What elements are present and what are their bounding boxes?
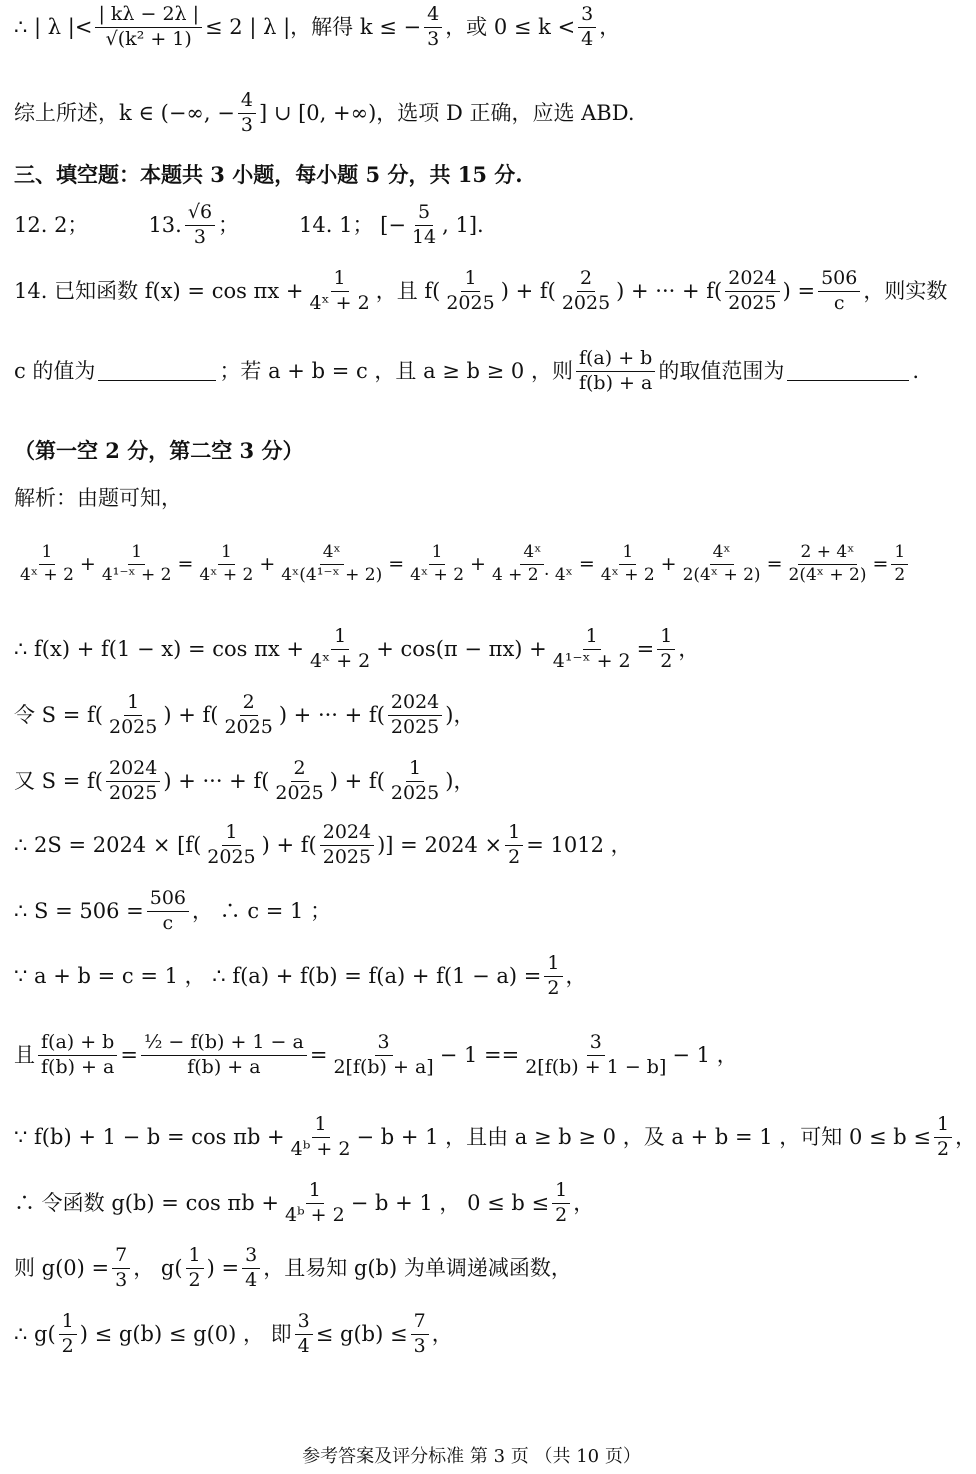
numerator: 1 <box>461 268 479 292</box>
text: ) = <box>206 1255 240 1280</box>
numerator: 1 <box>583 626 601 650</box>
equation-line-3 <box>14 692 931 739</box>
fraction <box>443 268 497 315</box>
numerator: 7 <box>112 1245 130 1269</box>
text: ， <box>431 1321 453 1346</box>
denominator: 2[f(b) + a] <box>333 1055 434 1078</box>
fraction <box>185 202 215 249</box>
numerator: 3 <box>587 1032 605 1056</box>
answer-13-label: 13. <box>148 212 182 237</box>
fraction <box>489 543 576 585</box>
fraction <box>106 692 160 739</box>
denominator: 2025 <box>275 781 324 804</box>
denominator: c <box>162 911 174 934</box>
fraction <box>288 1114 354 1161</box>
fraction <box>38 1032 117 1079</box>
solution-line-1 <box>14 4 931 51</box>
text: 且 <box>14 1042 35 1067</box>
text: ) + f( <box>500 278 556 303</box>
text: ) + f( <box>261 832 317 857</box>
answer-blank-1 <box>98 362 216 381</box>
denominator: 4ˣ + 2 <box>310 649 371 672</box>
denominator: 3 <box>193 225 206 248</box>
fraction <box>17 543 77 585</box>
equation-line-6 <box>14 888 931 935</box>
fraction <box>680 543 764 585</box>
numerator: 4ˣ <box>320 543 344 565</box>
text: − 1 ， <box>672 1042 738 1067</box>
text: ] ∪ [0, +∞)，选项 D 正确，应选 ABD. <box>258 100 635 125</box>
page-footer: 参考答案及评分标准 第 3 页 （共 10 页） <box>302 1446 641 1467</box>
text: 三、填空题：本题共 3 小题，每小题 5 分，共 15 分. <box>14 162 523 187</box>
text: , 1]. <box>442 212 484 237</box>
operator: = <box>766 552 783 575</box>
text: ， <box>565 963 587 988</box>
numerator: 1 <box>657 626 675 650</box>
fraction <box>278 543 385 585</box>
denominator: 14 <box>411 225 437 248</box>
denominator: 3 <box>240 113 253 136</box>
text: ) ≤ g(b) ≤ g(0) ， 即 <box>79 1321 292 1346</box>
operator: = <box>578 552 595 575</box>
fraction <box>282 1180 348 1227</box>
denominator: c <box>833 291 845 314</box>
fraction <box>388 692 442 739</box>
denominator: 4¹⁻ˣ + 2 <box>552 649 631 672</box>
fraction <box>147 888 189 935</box>
text: ) = <box>782 278 816 303</box>
numerator: 2024 <box>725 268 779 292</box>
equation-line-8 <box>14 1032 931 1079</box>
answer-12: 12. 2； <box>14 212 89 237</box>
text: − b + 1 ， 0 ≤ b ≤ <box>350 1190 550 1215</box>
text: 的取值范围为 <box>658 358 785 383</box>
operator: = <box>388 552 405 575</box>
fraction <box>598 543 658 585</box>
equation-line-9 <box>14 1113 976 1161</box>
operator: = <box>177 552 194 575</box>
denominator: 2(4ˣ + 2) <box>788 564 867 585</box>
numerator: 4 <box>424 4 442 28</box>
text: − 1 == <box>439 1042 520 1067</box>
denominator: f(b) + a <box>578 371 653 394</box>
denominator: 2025 <box>224 715 273 738</box>
denominator: 4ˣ + 2 <box>199 564 254 585</box>
text: )] = 2024 × <box>377 832 503 857</box>
problem-statement-line-1 <box>14 267 948 315</box>
denominator: √(k² + 1) <box>105 27 192 50</box>
denominator: 2 <box>936 1137 950 1160</box>
denominator: 2 <box>61 1334 74 1357</box>
fraction <box>424 4 442 51</box>
numerator: 1 <box>331 268 349 292</box>
denominator: 2025 <box>322 845 372 868</box>
numerator: 1 <box>59 1311 77 1335</box>
text: ，或 0 ≤ k < <box>445 14 576 39</box>
denominator: 3 <box>427 27 440 50</box>
text: ) + f( <box>163 702 219 727</box>
denominator: 2025 <box>728 291 777 314</box>
fraction <box>522 1032 669 1079</box>
text: ∴ g( <box>14 1321 56 1346</box>
numerator: 3 <box>242 1245 260 1269</box>
fraction <box>59 1311 77 1358</box>
numerator: 1 <box>124 692 142 716</box>
denominator: 2 <box>508 845 521 868</box>
fraction <box>204 822 258 869</box>
operator: + <box>79 552 96 575</box>
numerator: 1 <box>306 1180 324 1204</box>
numerator: 2 + 4ˣ <box>798 543 858 565</box>
fraction <box>238 90 256 137</box>
denominator: 4 <box>245 1268 258 1291</box>
denominator: 4 <box>581 27 594 50</box>
numerator: 1 <box>406 758 424 782</box>
text: ) + ··· + f( <box>278 702 385 727</box>
numerator: 4ˣ <box>520 543 544 565</box>
numerator: 3 <box>295 1311 313 1335</box>
scoring-note <box>14 438 931 463</box>
text: )， <box>445 768 475 793</box>
text: ， <box>678 636 700 661</box>
denominator: 2025 <box>561 291 611 314</box>
text: ，则实数 <box>863 278 948 303</box>
denominator: 2025 <box>390 715 440 738</box>
fraction <box>559 268 613 315</box>
fraction <box>552 1180 570 1227</box>
text: ∴ f(x) + f(1 − x) = cos πx + <box>14 636 305 661</box>
denominator: 2025 <box>207 845 256 868</box>
numerator: 1 <box>312 1114 330 1138</box>
text: ∴ 2S = 2024 × [f( <box>14 832 202 857</box>
denominator: 4ˣ(4¹⁻ˣ + 2) <box>281 564 383 585</box>
denominator: 2025 <box>108 715 158 738</box>
denominator: 2[f(b) + 1 − b] <box>525 1055 667 1078</box>
denominator: 4ˣ + 2 <box>309 291 370 314</box>
text: ，且 f( <box>375 278 441 303</box>
numerator: 1 <box>505 822 523 846</box>
numerator: | kλ − 2λ | <box>95 4 202 28</box>
fraction <box>505 822 523 869</box>
fraction <box>106 758 160 805</box>
fraction <box>112 1245 130 1292</box>
answer-14: 14. 1； [− <box>299 212 406 237</box>
denominator: 2025 <box>390 781 440 804</box>
problem-statement-line-2 <box>14 348 931 395</box>
denominator: 4ˣ + 2 <box>410 564 465 585</box>
operator: + <box>660 552 677 575</box>
text: + cos(π − πx) + <box>376 636 547 661</box>
denominator: 2(4ˣ + 2) <box>682 564 761 585</box>
fraction <box>409 202 439 249</box>
fraction <box>306 268 372 315</box>
text: )， <box>445 702 475 727</box>
numerator: 1 <box>544 953 562 977</box>
analysis-intro <box>14 486 931 511</box>
numerator: 1 <box>934 1114 952 1138</box>
numerator: 1 <box>552 1180 570 1204</box>
fraction <box>272 758 326 805</box>
operator: + <box>259 552 276 575</box>
text: 综上所述，k ∈ (−∞, − <box>14 100 235 125</box>
fraction <box>388 758 442 805</box>
denominator: 4ᵇ + 2 <box>290 1137 351 1160</box>
numerator: 1 <box>429 543 446 565</box>
numerator: 4 <box>238 90 256 114</box>
text: ∴ 令函数 g(b) = cos πb + <box>14 1190 279 1215</box>
answers-line <box>14 202 931 249</box>
text: ) + ··· + f( <box>616 278 723 303</box>
section-heading <box>14 162 931 187</box>
text: 解析：由题可知， <box>14 486 182 510</box>
text: 又 S = f( <box>14 768 103 793</box>
denominator: 3 <box>115 1268 128 1291</box>
equation-line-2 <box>14 626 931 673</box>
solution-line-2 <box>14 90 931 137</box>
text: （第一空 2 分，第二空 3 分） <box>14 438 304 463</box>
numerator: 1 <box>128 543 145 565</box>
operator: = <box>872 552 889 575</box>
denominator: 2 <box>894 564 906 585</box>
numerator: 1 <box>619 543 636 565</box>
text: ； <box>218 212 240 237</box>
equation-line-12 <box>14 1311 931 1358</box>
numerator: 3 <box>375 1032 393 1056</box>
numerator: 1 <box>331 626 349 650</box>
fraction <box>411 1311 429 1358</box>
numerator: 1 <box>218 543 235 565</box>
denominator: 2 <box>555 1203 568 1226</box>
text: ≤ g(b) ≤ <box>315 1321 408 1346</box>
fraction <box>818 268 860 315</box>
denominator: 4 <box>297 1334 310 1357</box>
denominator: f(b) + a <box>187 1055 261 1078</box>
text: ) + f( <box>329 768 385 793</box>
numerator: 2024 <box>320 822 374 846</box>
text: ∵ f(b) + 1 − b = cos πb + <box>14 1124 285 1149</box>
numerator: ½ − f(b) + 1 − a <box>141 1032 307 1056</box>
denominator: 2 <box>547 976 560 999</box>
denominator: 4¹⁻ˣ + 2 <box>101 564 172 585</box>
equation-line-11 <box>14 1245 931 1292</box>
text: = <box>636 636 655 661</box>
fraction <box>186 1245 204 1292</box>
operator: + <box>470 552 486 575</box>
equation-line-1 <box>14 543 931 585</box>
denominator: f(b) + a <box>41 1055 115 1078</box>
numerator: 1 <box>39 543 56 565</box>
equation-line-7 <box>14 953 931 1000</box>
fraction <box>407 543 467 585</box>
text: ∴ | λ |< <box>14 14 93 39</box>
numerator: 7 <box>411 1311 429 1335</box>
numerator: f(a) + b <box>576 348 655 372</box>
text: = 1012 ， <box>526 832 632 857</box>
fraction <box>891 543 908 585</box>
numerator: 1 <box>222 822 240 846</box>
text: ， <box>573 1190 595 1215</box>
text: = <box>309 1042 328 1067</box>
equation-line-10 <box>14 1180 931 1227</box>
fraction <box>544 953 562 1000</box>
text: . <box>912 358 920 383</box>
numerator: 506 <box>818 268 860 292</box>
denominator: 3 <box>413 1334 426 1357</box>
text: ， <box>599 14 621 39</box>
numerator: √6 <box>185 202 215 226</box>
numerator: 2024 <box>388 692 442 716</box>
text: 令 S = f( <box>14 702 103 727</box>
equation-line-4 <box>14 758 931 805</box>
denominator: 4ˣ + 2 <box>600 564 655 585</box>
denominator: 4ˣ + 2 <box>20 564 74 585</box>
denominator: 2 <box>188 1268 201 1291</box>
text: ， g( <box>133 1255 183 1280</box>
denominator: 2025 <box>446 291 495 314</box>
fraction <box>242 1245 260 1292</box>
numerator: f(a) + b <box>38 1032 117 1056</box>
text: ， <box>955 1124 976 1149</box>
text: ∴ S = 506 = <box>14 898 144 923</box>
fraction <box>578 4 596 51</box>
numerator: 1 <box>186 1245 204 1269</box>
numerator: 2 <box>577 268 595 292</box>
denominator: 4 + 2 · 4ˣ <box>491 564 573 585</box>
fraction <box>295 1311 313 1358</box>
fraction <box>196 543 256 585</box>
fraction <box>141 1032 307 1079</box>
fraction <box>934 1114 952 1161</box>
text: c 的值为 <box>14 358 96 383</box>
text: − b + 1 ，且由 a ≥ b ≥ 0 ，及 a + b = 1 ，可知 0 ≤ b ≤ <box>356 1124 931 1149</box>
fraction <box>786 543 870 585</box>
denominator: 2 <box>660 649 673 672</box>
fraction <box>550 626 634 673</box>
numerator: 1 <box>891 543 908 565</box>
numerator: 3 <box>578 4 596 28</box>
denominator: 4ᵇ + 2 <box>284 1203 345 1226</box>
fraction <box>330 1032 436 1079</box>
fraction <box>576 348 655 395</box>
fraction <box>657 626 675 673</box>
text: ∵ a + b = c = 1 ， ∴ f(a) + f(b) = f(a) + f(1 − a) = <box>14 963 542 988</box>
numerator: 4ˣ <box>710 543 734 565</box>
numerator: 5 <box>415 202 433 226</box>
text: ， ∴ c = 1 ； <box>192 898 332 923</box>
numerator: 2 <box>240 692 258 716</box>
text: 则 g(0) = <box>14 1255 110 1280</box>
equation-line-5 <box>14 822 931 869</box>
text: ，且易知 g(b) 为单调递减函数， <box>263 1255 572 1280</box>
text: 14. 已知函数 f(x) = cos πx + <box>14 278 304 303</box>
fraction <box>99 543 175 585</box>
text: ；若 a + b = c ，且 a ≥ b ≥ 0 ，则 <box>219 358 573 383</box>
fraction <box>320 822 374 869</box>
answer-blank-2 <box>787 362 909 381</box>
fraction <box>95 4 202 51</box>
numerator: 2 <box>291 758 309 782</box>
fraction <box>221 692 275 739</box>
fraction <box>307 626 373 673</box>
fraction <box>725 268 779 315</box>
numerator: 506 <box>147 888 189 912</box>
text: = <box>120 1042 138 1067</box>
denominator: 2025 <box>108 781 158 804</box>
numerator: 2024 <box>106 758 160 782</box>
text: ) + ··· + f( <box>163 768 270 793</box>
text: ≤ 2 | λ |，解得 k ≤ − <box>205 14 422 39</box>
